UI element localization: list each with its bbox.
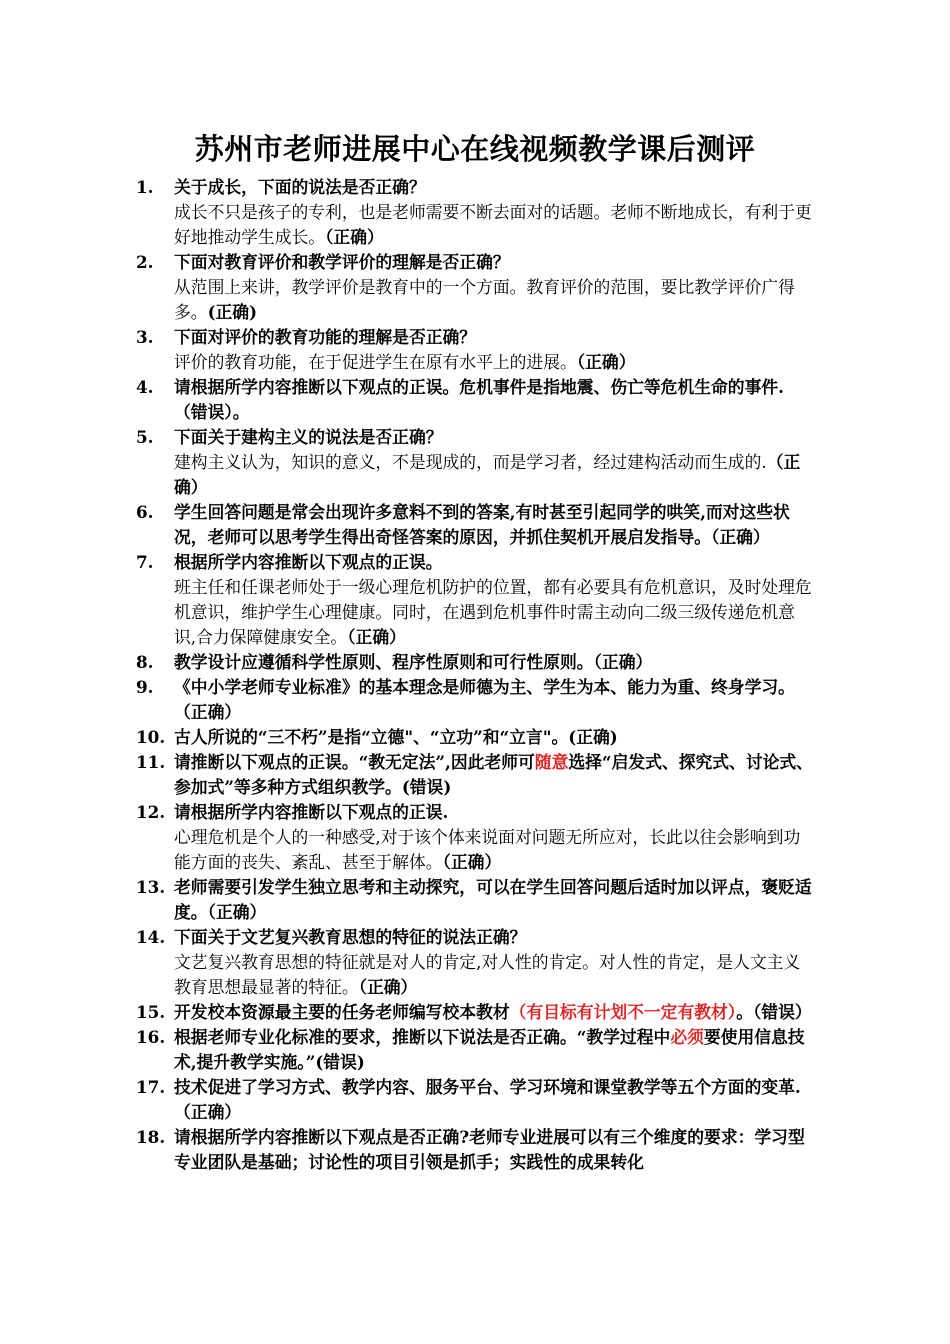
answer-statement: 班主任和任课老师处于一级心理危机防护的位置，都有必要具有危机意识，及时处理危机意识，维护学生心理健康。同时，在遇到危机事件时需主动向二级三级传递危机意识,合力保障健康安全。 [174,577,812,647]
answer-mark: (正确) [207,302,258,322]
question-statement: 下面对评价的教育功能的理解是否正确？ [174,327,477,347]
question-text [174,502,790,547]
question-number: 4. [136,377,154,397]
question-text [174,377,784,422]
question-statement: 请根据所学内容推断以下观点的正误. [174,802,449,822]
question-statement: 请推断以下观点的正误。“教无定法”,因此老师可 [174,752,535,772]
highlighted-text: 随意 [534,752,569,772]
question-statement: 《中小学老师专业标准》的基本理念是师德为主、学生为本、能力为重、终身学习。 [174,677,795,697]
answer-statement: 建构主义认为，知识的意义，不是现成的，而是学习者，经过建构活动而生成的. [174,452,767,472]
answer-mark: (正确) [568,727,618,747]
answer-text [174,200,816,250]
question-item [136,675,816,725]
answer-mark: （正确） [174,1102,242,1122]
question-statement: 下面对教育评价和教学评价的理解是否正确？ [174,252,510,272]
answer-text [174,825,816,875]
question-item [136,500,816,550]
question-text [174,1127,805,1172]
answer-text [174,275,816,325]
question-number: 15. [136,1002,166,1022]
question-statement: 请根据所学内容推断以下观点的正误。危机事件是指地震、伤亡等危机生命的事件. [174,377,784,397]
answer-mark: （正确） [358,977,418,997]
question-number: 17. [136,1077,166,1097]
question-number: 14. [136,927,166,947]
question-item [136,425,816,500]
question-item [136,1000,816,1025]
answer-mark: （正确） [442,852,502,872]
question-item [136,1025,816,1075]
highlighted-text: （有目标有计划不一定有教材） [509,1002,737,1022]
answer-mark: （正确） [207,902,267,922]
question-item [136,875,816,925]
answer-text [174,575,816,650]
question-text [174,802,448,822]
answer-mark: （正确） [576,352,636,372]
answer-mark: （正确） [711,527,770,547]
question-number: 3. [136,327,154,347]
question-text [174,752,813,797]
question-number: 18. [136,1127,166,1147]
question-text [174,677,795,722]
question-text [174,327,476,347]
question-item [136,250,816,325]
question-text [174,927,526,947]
question-statement-end: 选择“启发式、探究式、讨论式、参加式”等多种方式组织教学。 [174,752,813,797]
question-item [136,325,816,375]
question-statement: 教学设计应遵循科学性原则、程序性原则和可行性原则。 [174,652,594,672]
question-number: 5. [136,427,154,447]
answer-statement: 从范围上来讲，教学评价是教育中的一个方面。教育评价的范围，要比教学评价广得多。 [174,277,795,322]
answer-text [174,950,816,1000]
question-text [174,877,812,922]
question-text [174,252,510,272]
question-number: 6. [136,502,154,522]
question-statement: 请根据所学内容推断以下观点是否正确?老师专业进展可以有三个维度的要求：学习型专业团队是基础；讨论性的项目引领是抓手；实践性的成果转化 [174,1127,805,1172]
page-title: 苏州市老师进展中心在线视频教学课后测评 [194,132,756,166]
question-statement-end: 。 [736,1002,753,1022]
question-text [174,727,618,747]
answer-text [174,350,816,375]
question-number: 9. [136,677,154,697]
question-item [136,725,816,750]
question-statement: 老师需要引发学生独立思考和主动探究，可以在学生回答问题后适时加以评点，褒贬适度。 [174,877,812,922]
question-text [174,552,443,572]
answer-mark: （正确） [325,227,384,247]
question-text [174,1002,812,1022]
question-item [136,750,816,800]
highlighted-text: 必须 [670,1027,704,1047]
question-statement: 关于成长，下面的说法是否正确？ [174,177,426,197]
question-statement: 根据老师专业化标准的要求，推断以下说法是否正确。“教学过程中 [174,1027,671,1047]
question-item [136,800,816,875]
question-number: 10. [136,727,166,747]
question-text [174,1077,801,1122]
answer-mark: （错误）。 [174,402,250,422]
question-number: 2. [136,252,154,272]
question-statement: 学生回答问题是常会出现许多意料不到的答案,有时甚至引起同学的哄笑,而对这些状况，老师可以思考学生得出奇怪答案的原因，并抓住契机开展启发指导。 [174,502,790,547]
answer-mark: （正确） [174,452,801,497]
question-number: 11. [136,752,166,772]
question-statement: 开发校本资源最主要的任务老师编写校本教材 [174,1002,510,1022]
question-text [174,177,426,197]
answer-mark: (错误) [315,1052,365,1072]
question-number: 12. [136,802,166,822]
answer-mark: （错误） [752,1002,812,1022]
answer-mark: (错误) [401,777,452,797]
question-item [136,925,816,1000]
question-item [136,650,816,675]
question-statement: 古人所说的“三不朽”是指“立德"、“立功”和“立言"。 [174,727,569,747]
question-statement-end: 要使用信息技术,提升教学实施。” [174,1027,805,1072]
question-statement: 技术促进了学习方式、教学内容、服务平台、学习环境和课堂教学等五个方面的变革. [174,1077,801,1097]
question-number: 1. [136,177,154,197]
question-text [174,1027,805,1072]
question-number: 16. [136,1027,166,1047]
question-number: 8. [136,652,154,672]
question-list [136,175,816,1175]
question-statement: 根据所学内容推断以下观点的正误。 [174,552,443,572]
answer-mark: （正确） [593,652,653,672]
answer-statement: 评价的教育功能，在于促进学生在原有水平上的进展。 [174,352,577,372]
question-item [136,375,816,425]
question-number: 7. [136,552,154,572]
question-statement: 下面关于文艺复兴教育思想的特征的说法正确？ [174,927,527,947]
question-item [136,550,816,650]
question-item [136,1125,816,1175]
answer-text [174,450,816,500]
question-number: 13. [136,877,166,897]
answer-mark: （正确） [347,627,406,647]
answer-statement: 文艺复兴教育思想的特征就是对人的肯定,对人性的肯定。对人性的肯定，是人文主义教育思想最显著的特征。 [174,952,801,997]
question-statement: 下面关于建构主义的说法是否正确？ [174,427,443,447]
question-text [174,427,443,447]
answer-statement: 成长不只是孩子的专利，也是老师需要不断去面对的话题。老师不断地成长，有利于更好地推动学生成长。 [174,202,812,247]
answer-statement: 心理危机是个人的一种感受,对于该个体来说面对问题无所应对，长此以往会影响到功能方面的丧失、紊乱、甚至于解体。 [174,827,801,872]
answer-mark: （正确） [174,702,242,722]
question-item [136,1075,816,1125]
question-item [136,175,816,250]
question-text [174,652,652,672]
